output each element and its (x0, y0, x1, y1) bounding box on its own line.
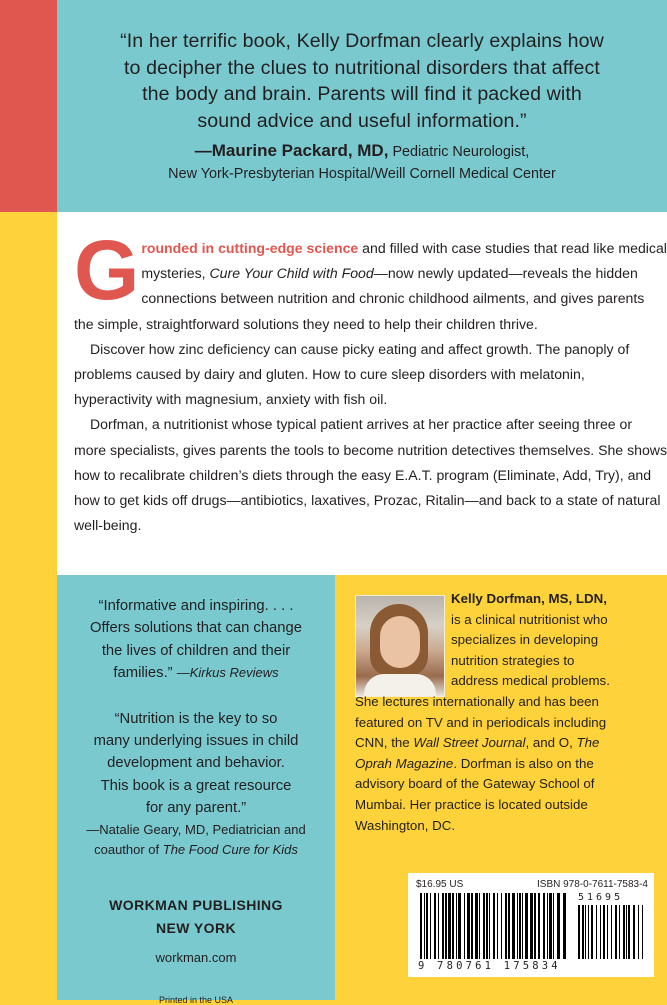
review-line: families.” (113, 665, 173, 682)
quote-line: to decipher the clues to nutritional disorders that affect (124, 56, 600, 79)
bio-line (355, 754, 655, 775)
review-geary-attribution (57, 820, 335, 860)
red-accent-bar (0, 0, 57, 212)
bio-line: featured on TV and in periodicals including (355, 714, 607, 730)
review-line: many underlying issues in child (93, 733, 299, 750)
review-line: for any parent.” (145, 800, 247, 817)
barcode-box (408, 873, 654, 977)
endorsement-quote (57, 28, 667, 134)
description-paragraph-1 (74, 223, 667, 337)
quote-line: sound advice and useful information.” (197, 109, 527, 132)
lead-in: rounded in cutting-edge science (141, 240, 359, 256)
printed-in: Printed in the USA (158, 994, 234, 1005)
attribution-line: —Natalie Geary, MD, Pediatrician and (86, 821, 306, 837)
endorsement-attribution (57, 140, 667, 185)
publisher-website: workman.com (155, 949, 237, 965)
endorser-role: Pediatric Neurologist, (392, 144, 530, 160)
publisher-city: NEW YORK (156, 919, 236, 936)
reviews-column (57, 575, 335, 1005)
bio-line: specializes in developing (451, 632, 599, 648)
review-kirkus (57, 595, 335, 685)
review-source: —Kirkus Reviews (176, 665, 279, 681)
price-label: $16.95 US (416, 879, 464, 890)
attribution-line: coauthor of (94, 841, 163, 857)
bio-line (355, 733, 655, 754)
bio-line (355, 589, 655, 610)
description-paragraph-2: Discover how zinc deficiency can cause picky eating and affect growth. The panoply of problems caused by dairy and gluten. How to cure sleep disorders with melatonin, hyperactivity with magnesium, anxiety with fish oil. (74, 340, 630, 408)
text-run: —now newly updated—reveals the hidden connections between nutrition and chronic childhood ailments, and gives parents the simple, straightforward solutions they need to help their children thrive. (74, 265, 645, 332)
review-line: “Nutrition is the key to so (114, 710, 278, 727)
bio-line: nutrition strategies to (451, 652, 575, 668)
yellow-margin (0, 212, 57, 1000)
description-paragraph-3: Dorfman, a nutritionist whose typical patient arrives at her practice after seeing three or more specialists, gives parents the tools to become nutrition detectives themselves. She shows how to recalibrate children’s diets through the easy E.A.T. program (Eliminate, Add, Try), and how to get kids off drugs—antibiotics, laxatives, Prozac, Ritalin—and back to a state of natural well-being. (74, 416, 667, 534)
quote-line: “In her terrific book, Kelly Dorfman clearly explains how (120, 30, 604, 52)
book-title: Cure Your Child with Food (209, 265, 374, 282)
bio-line: Washington, DC. (355, 817, 456, 833)
book-description (57, 212, 667, 575)
review-line: the lives of children and their (101, 642, 291, 659)
publisher-info (57, 894, 335, 1005)
quote-line: the body and brain. Parents will find it packed with (142, 83, 582, 105)
barcode-addon-digits: 51695 (578, 892, 624, 903)
author-column (335, 575, 667, 1000)
endorser-name: —Maurine Packard, MD, (194, 141, 389, 160)
text-run: . Dorfman is also on the (453, 755, 594, 771)
author-name: Kelly Dorfman, MS, LDN, (451, 591, 607, 606)
publisher-name: WORKMAN PUBLISHING (109, 896, 283, 913)
cited-book-title: The Food Cure for Kids (162, 841, 298, 857)
publication-title: Oprah Magazine (355, 755, 454, 771)
bio-line: Mumbai. Her practice is located outside (355, 796, 588, 812)
publication-title: The (576, 735, 600, 751)
review-geary (57, 708, 335, 820)
bio-line: is a clinical nutritionist who (451, 611, 608, 627)
bio-line: advisory board of the Gateway School of (355, 776, 595, 792)
review-line: Offers solutions that can change (90, 620, 302, 637)
isbn-label: ISBN 978-0-7611-7583-4 (537, 879, 648, 890)
text-run: CNN, the (355, 735, 414, 751)
review-line: development and behavior. (107, 755, 285, 772)
author-bio (355, 589, 655, 836)
drop-cap: G (74, 223, 140, 317)
bio-line: She lectures internationally and has been (355, 693, 599, 709)
review-line: “Informative and inspiring. . . . (98, 598, 294, 614)
endorser-affiliation: New York-Presbyterian Hospital/Weill Cornell Medical Center (168, 166, 556, 182)
publication-title: Wall Street Journal (413, 735, 526, 751)
text-run: and filled with case studies that read like medical mysteries, (141, 240, 667, 282)
text-run: , and O, (525, 735, 577, 751)
review-line: This book is a great resource (100, 777, 292, 794)
bio-line: address medical problems. (451, 673, 610, 689)
barcode-digits: 9 780761 175834 (418, 960, 561, 972)
top-endorsement (57, 0, 667, 212)
